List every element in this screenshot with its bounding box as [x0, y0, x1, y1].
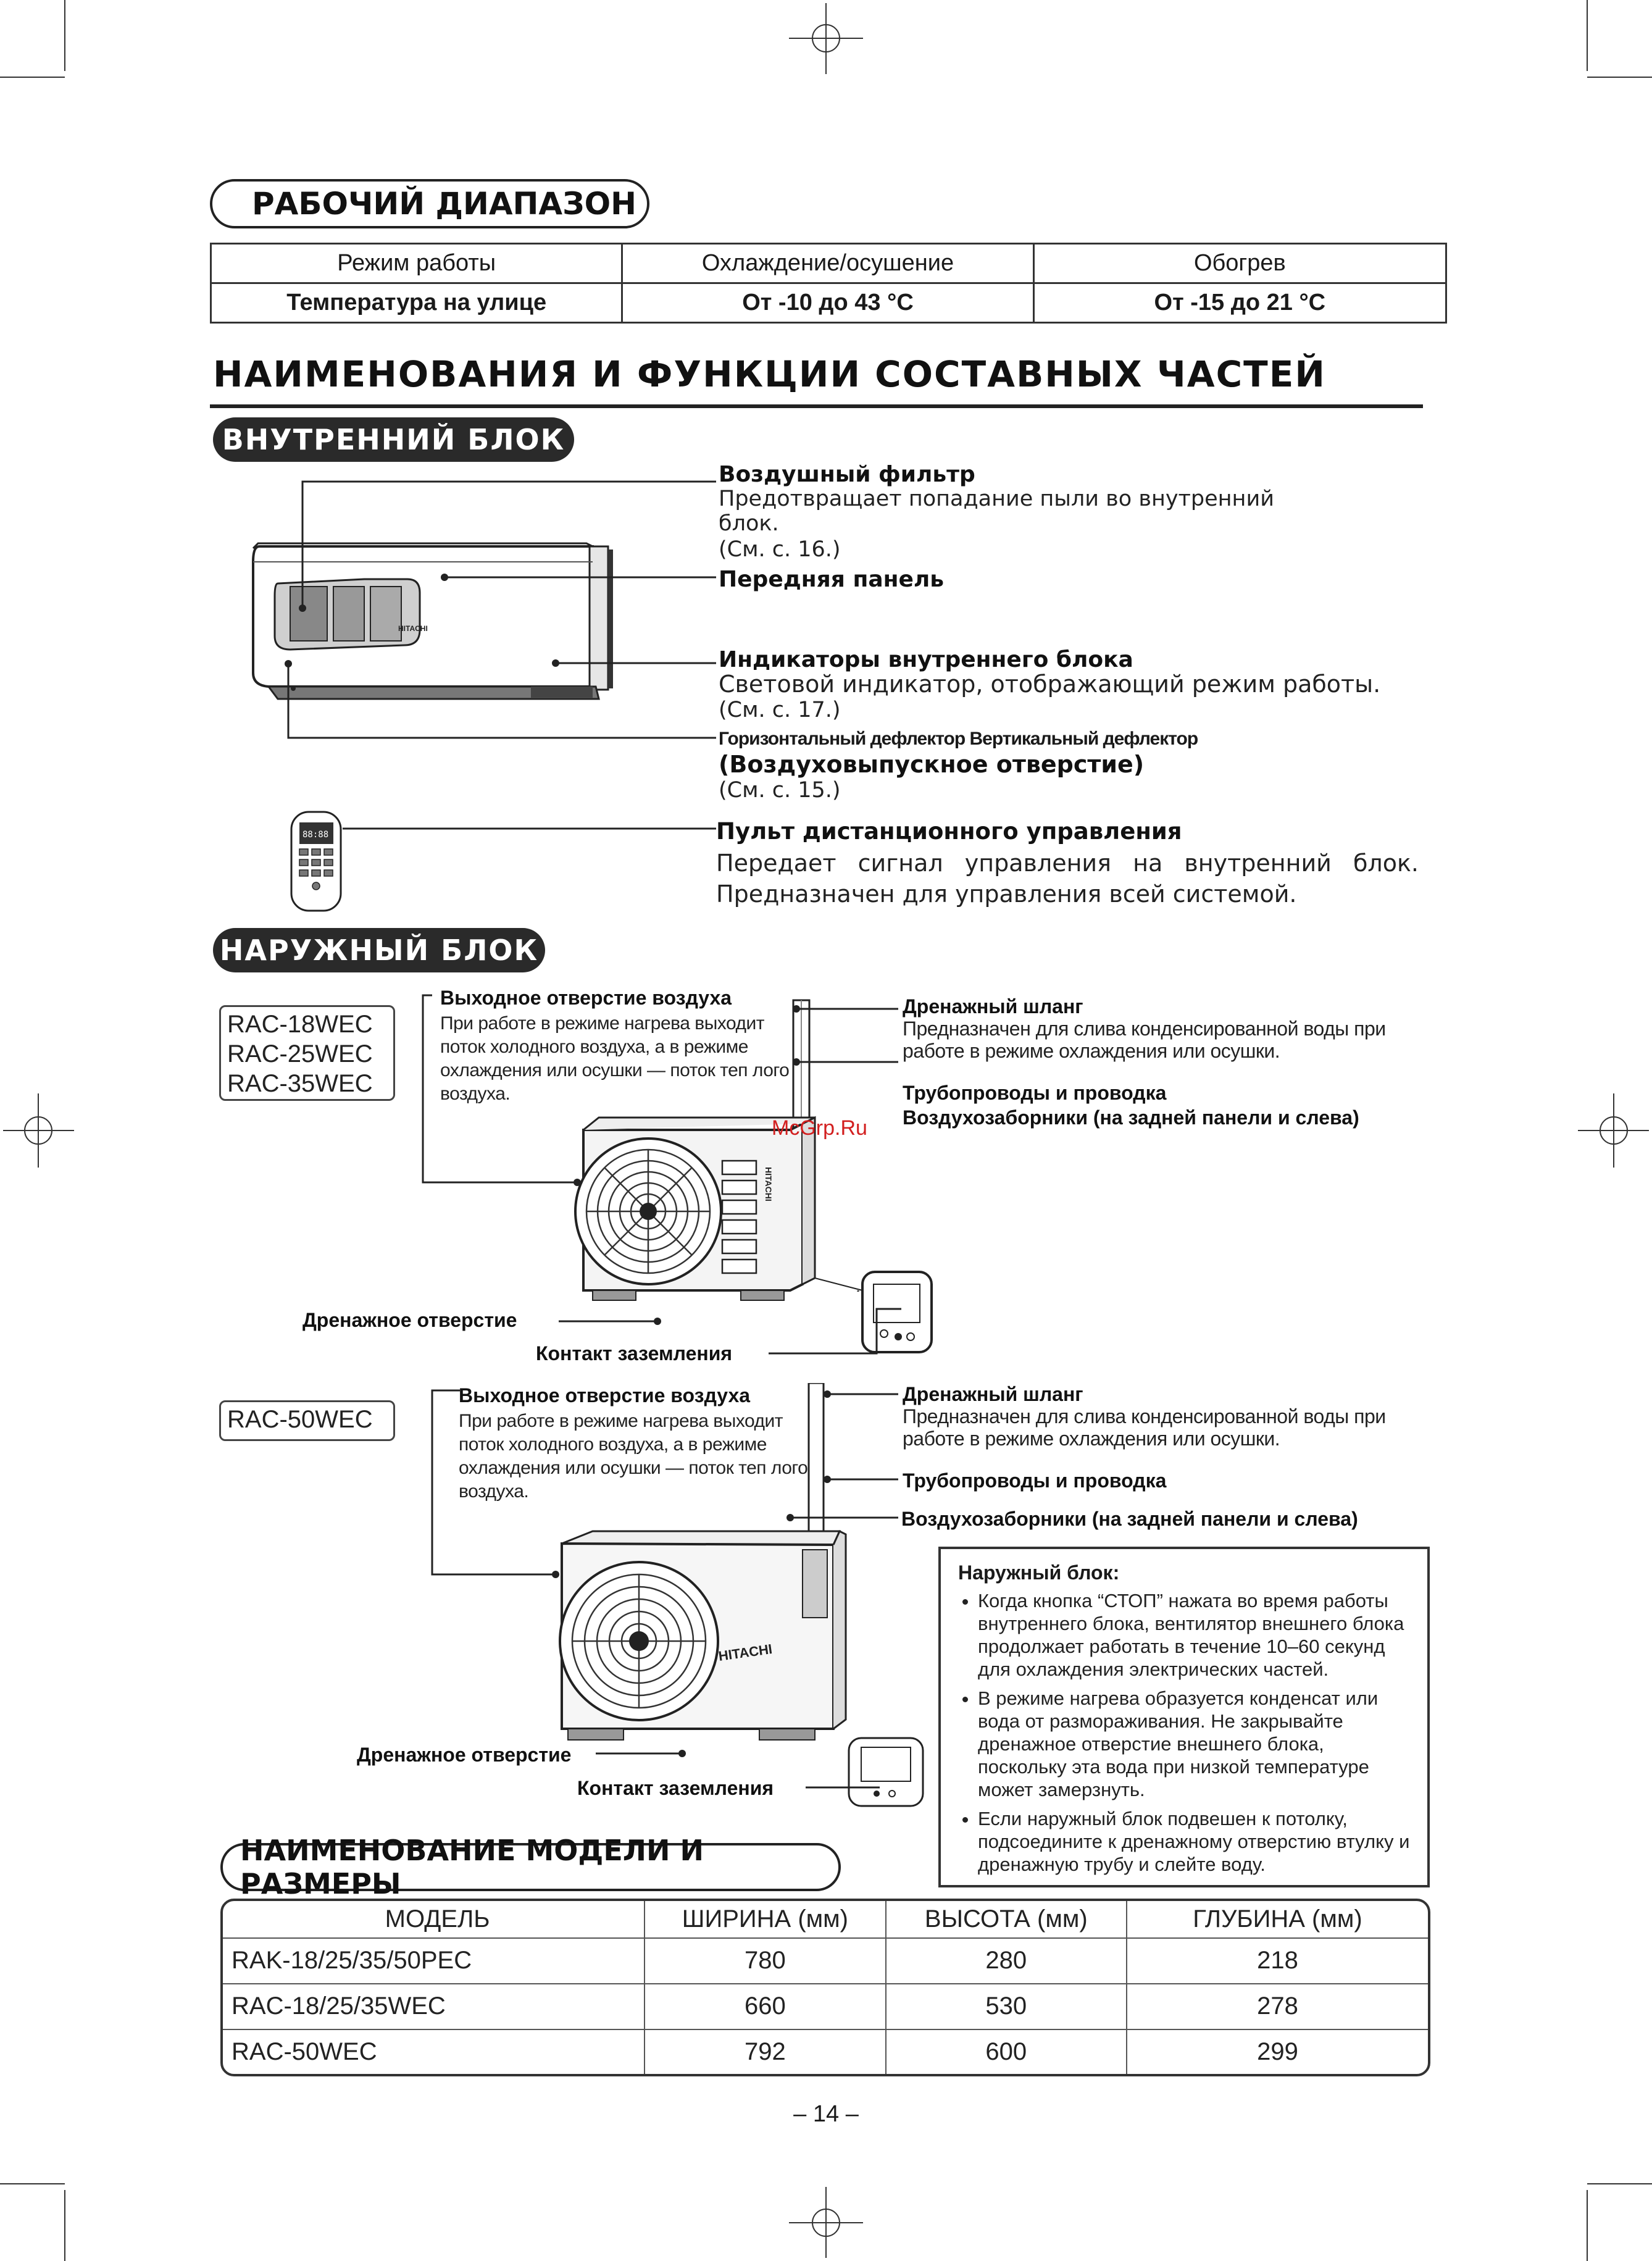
outlet-b-line-3: охлаждения или осушки — поток теп лого	[459, 1458, 808, 1478]
model-a-1: RAC-18WEC	[227, 1011, 373, 1038]
dims-height-cell: 530	[886, 1984, 1127, 2029]
drain-hose-a-label: Дренажный шланг	[903, 995, 1083, 1018]
deflectors-sub: (Воздуховыпускное отверстие)	[719, 751, 1145, 778]
table-row	[223, 1984, 1428, 2029]
dimensions-table	[220, 1899, 1430, 2076]
indoor-unit-title: ВНУТРЕННИЙ БЛОК	[213, 417, 574, 462]
drain-hose-b-desc-2: работе в режиме охлаждения или осушки.	[903, 1427, 1280, 1450]
deflectors-label: Горизонтальный дефлектор Вертикальный дефлектор	[719, 729, 1198, 749]
parts-title: НАИМЕНОВАНИЯ И ФУНКЦИИ СОСТАВНЫХ ЧАСТЕЙ	[213, 353, 1326, 395]
intakes-a-label: Воздухозаборники (на задней панели и слева)	[903, 1106, 1359, 1129]
dims-depth-cell: 218	[1127, 1938, 1428, 1984]
indicators-desc: Световой индикатор, отображающий режим работы.	[719, 671, 1381, 698]
air-filter-desc-2: блок.	[719, 511, 779, 536]
models-title: НАИМЕНОВАНИЕ МОДЕЛИ И РАЗМЕРЫ	[220, 1843, 841, 1891]
dims-height-cell: 600	[886, 2029, 1127, 2074]
dims-header-depth: ГЛУБИНА (мм)	[1127, 1901, 1428, 1938]
ground-b-label: Контакт заземления	[577, 1777, 774, 1799]
note-title: Наружный блок:	[958, 1561, 1120, 1584]
outlet-a-line-2: поток холодного воздуха, а в режиме	[440, 1037, 748, 1057]
air-filter-ref: (См. с. 16.)	[719, 537, 841, 562]
page-number: – 14 –	[793, 2101, 859, 2127]
dims-model-cell: RAC-50WEC	[232, 2037, 377, 2065]
range-header-heating: Обогрев	[1033, 244, 1446, 283]
drain-hose-a-desc-1: Предназначен для слива конденсированной воды при	[903, 1018, 1386, 1040]
range-heating-value: От -15 до 21 °C	[1033, 283, 1446, 323]
note-item: • В режиме нагрева образуется конденсат или вода от размораживания. Не закрывайте дренажное отверстие внешнего блока, поскольку эта вода при низкой температуре может замерзнуть.	[978, 1687, 1410, 1801]
indicators-ref: (См. с. 17.)	[719, 698, 841, 722]
dims-model-cell: RAC-18/25/35WEC	[223, 1984, 645, 2029]
note-item: • Когда кнопка “СТОП” нажата во время работы внутреннего блока, вентилятор внешнего блока продолжает работать в течение 10–60 секунд для охлаждения электрических частей.	[978, 1589, 1410, 1681]
note-list	[958, 1589, 1410, 1876]
ground-a-label: Контакт заземления	[536, 1342, 733, 1365]
table-row	[223, 1938, 1428, 1984]
remote-desc-1: Передает сигнал управления на внутренний блок.	[716, 850, 1419, 877]
remote-screen: 88:88	[302, 830, 329, 840]
dims-header-width: ШИРИНА (мм)	[645, 1901, 885, 1938]
outlet-b-line-1: При работе в режиме нагрева выходит	[459, 1411, 783, 1431]
outlet-b-line-4: воздуха.	[459, 1481, 529, 1502]
air-filter-label: Воздушный фильтр	[719, 462, 975, 487]
dims-depth-cell: 278	[1127, 1984, 1428, 2029]
indoor-brand-label: HITACHI	[398, 624, 428, 633]
piping-a-label: Трубопроводы и проводка	[903, 1082, 1167, 1104]
air-filter-desc-1: Предотвращает попадание пыли во внутренний	[719, 487, 1274, 511]
dims-depth-cell: 299	[1127, 2029, 1428, 2074]
outdoor-unit-title: НАРУЖНЫЙ БЛОК	[213, 928, 545, 972]
range-cooling-value: От -10 до 43 °C	[622, 283, 1033, 323]
dims-header-height: ВЫСОТА (мм)	[886, 1901, 1127, 1938]
outdoor-a-brand-label: HITACHI	[764, 1167, 774, 1202]
outdoor-b-brand-label: HITACHI	[717, 1641, 774, 1664]
watermark: McGrp.Ru	[772, 1116, 867, 1140]
deflectors-ref: (См. с. 15.)	[719, 778, 841, 803]
dims-width-cell: 780	[645, 1938, 885, 1984]
dims-header-model: МОДЕЛЬ	[223, 1901, 645, 1938]
dims-width-cell: 792	[645, 2029, 885, 2074]
drain-hose-b-label: Дренажный шланг	[903, 1383, 1083, 1405]
dims-height-cell: 280	[886, 1938, 1127, 1984]
dims-model-cell: RAK-18/25/35/50PEC	[223, 1938, 645, 1984]
outlet-b-label: Выходное отверстие воздуха	[459, 1384, 751, 1406]
drain-hose-a-desc-2: работе в режиме охлаждения или осушки.	[903, 1040, 1280, 1062]
operating-range-title: РАБОЧИЙ ДИАПАЗОН	[210, 179, 649, 228]
remote-label: Пульт дистанционного управления	[716, 818, 1182, 845]
table-row	[223, 2029, 1428, 2074]
note-item: • Если наружный блок подвешен к потолку, подсоедините к дренажному отверстию втулку и дренажную трубу и слейте воду.	[978, 1807, 1410, 1876]
range-header-mode: Режим работы	[211, 244, 622, 283]
outlet-b-line-2: поток холодного воздуха, а в режиме	[459, 1434, 767, 1455]
outlet-a-line-3: охлаждения или осушки — поток теп лого	[440, 1060, 790, 1080]
range-outdoor-temp-label: Температура на улице	[211, 283, 622, 323]
front-panel-label: Передняя панель	[719, 567, 945, 592]
piping-b-label: Трубопроводы и проводка	[903, 1469, 1167, 1492]
model-a-3: RAC-35WEC	[227, 1070, 373, 1097]
outlet-a-label: Выходное отверстие воздуха	[440, 987, 732, 1009]
drain-port-a-label: Дренажное отверстие	[302, 1309, 517, 1331]
remote-desc-2: Предназначен для управления всей системой.	[716, 880, 1297, 908]
outlet-a-line-4: воздуха.	[440, 1084, 511, 1104]
intakes-b-label: Воздухозаборники (на задней панели и слева)	[901, 1508, 1358, 1530]
range-header-cooling: Охлаждение/осушение	[622, 244, 1033, 283]
drain-hose-b-desc-1: Предназначен для слива конденсированной воды при	[903, 1405, 1386, 1427]
model-b-1: RAC-50WEC	[227, 1406, 373, 1433]
dims-width-cell: 660	[645, 1984, 885, 2029]
outlet-a-line-1: При работе в режиме нагрева выходит	[440, 1013, 764, 1034]
outdoor-note-box	[938, 1547, 1430, 1887]
indicators-label: Индикаторы внутреннего блока	[719, 647, 1133, 672]
drain-port-b-label: Дренажное отверстие	[357, 1744, 572, 1766]
model-a-2: RAC-25WEC	[227, 1040, 373, 1068]
